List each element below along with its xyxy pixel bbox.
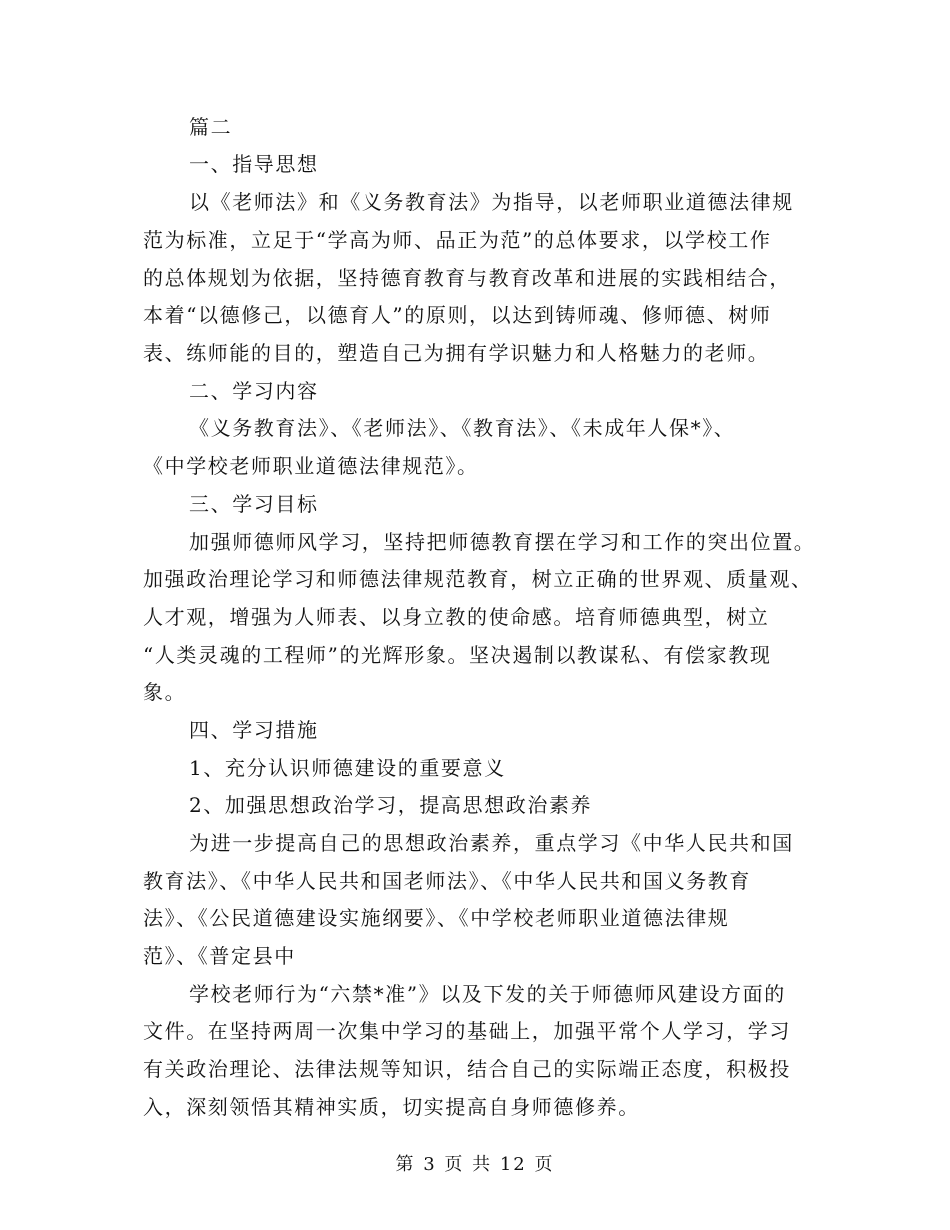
paragraph-line: 入，深刻领悟其精神实质，切实提高自身师德修养。 (143, 1095, 640, 1119)
heading-study-measures: 四、学习措施 (189, 718, 319, 742)
paragraph-line: 本着“以德修己，以德育人”的原则，以达到铸师魂、修师德、树师 (143, 303, 772, 327)
paragraph-line: 《义务教育法》、《老师法》、《教育法》、《未成年人保*》、 (189, 416, 736, 440)
heading-guiding-ideology: 一、指导思想 (189, 152, 319, 176)
paragraph-line: 象。 (143, 680, 187, 704)
page-number-footer: 第 3 页 共 12 页 (395, 1154, 555, 1175)
section-title: 篇二 (189, 115, 233, 139)
paragraph-line: 法》、《公民道德建设实施纲要》、《中学校老师职业道德法律规 (143, 906, 730, 930)
heading-study-goals: 三、学习目标 (189, 492, 319, 516)
paragraph-line: 以《老师法》和《义务教育法》为指导，以老师职业道德法律规 (189, 190, 794, 214)
paragraph-line: 的总体规划为依据，坚持德育教育与教育改革和进展的实践相结合， (143, 266, 791, 290)
paragraph-line: 学校老师行为“六禁*准”》以及下发的关于师德师风建设方面的 (189, 982, 786, 1006)
paragraph-line: 加强政治理论学习和师德法律规范教育，树立正确的世界观、质量观、 (143, 567, 813, 591)
paragraph-line: 有关政治理论、法律法规等知识，结合自己的实际端正态度，积极投 (143, 1057, 791, 1081)
list-item: 1、充分认识师德建设的重要意义 (189, 756, 506, 780)
paragraph-line: 为进一步提高自己的思想政治素养，重点学习《中华人民共和国 (189, 831, 794, 855)
paragraph-line: 加强师德师风学习，坚持把师德教育摆在学习和工作的突出位置。 (189, 530, 816, 554)
paragraph-line: 范》、《普定县中 (143, 944, 296, 968)
paragraph-line: “人类灵魂的工程师”的光辉形象。坚决遏制以教谋私、有偿家教现 (143, 643, 772, 667)
paragraph-line: 文件。在坚持两周一次集中学习的基础上，加强平常个人学习，学习 (143, 1019, 791, 1043)
paragraph-line: 人才观，增强为人师表、以身立教的使命感。培育师德典型，树立 (143, 605, 770, 629)
list-item: 2、加强思想政治学习，提高思想政治素养 (189, 793, 593, 817)
paragraph-line: 教育法》、《中华人民共和国老师法》、《中华人民共和国义务教育 (143, 869, 751, 893)
heading-study-content: 二、学习内容 (189, 379, 319, 403)
paragraph-line: 《中学校老师职业道德法律规范》。 (143, 454, 479, 478)
paragraph-line: 表、练师能的目的，塑造自己为拥有学识魅力和人格魅力的老师。 (143, 341, 770, 365)
paragraph-line: 范为标准，立足于“学高为师、品正为范”的总体要求，以学校工作 (143, 228, 772, 252)
